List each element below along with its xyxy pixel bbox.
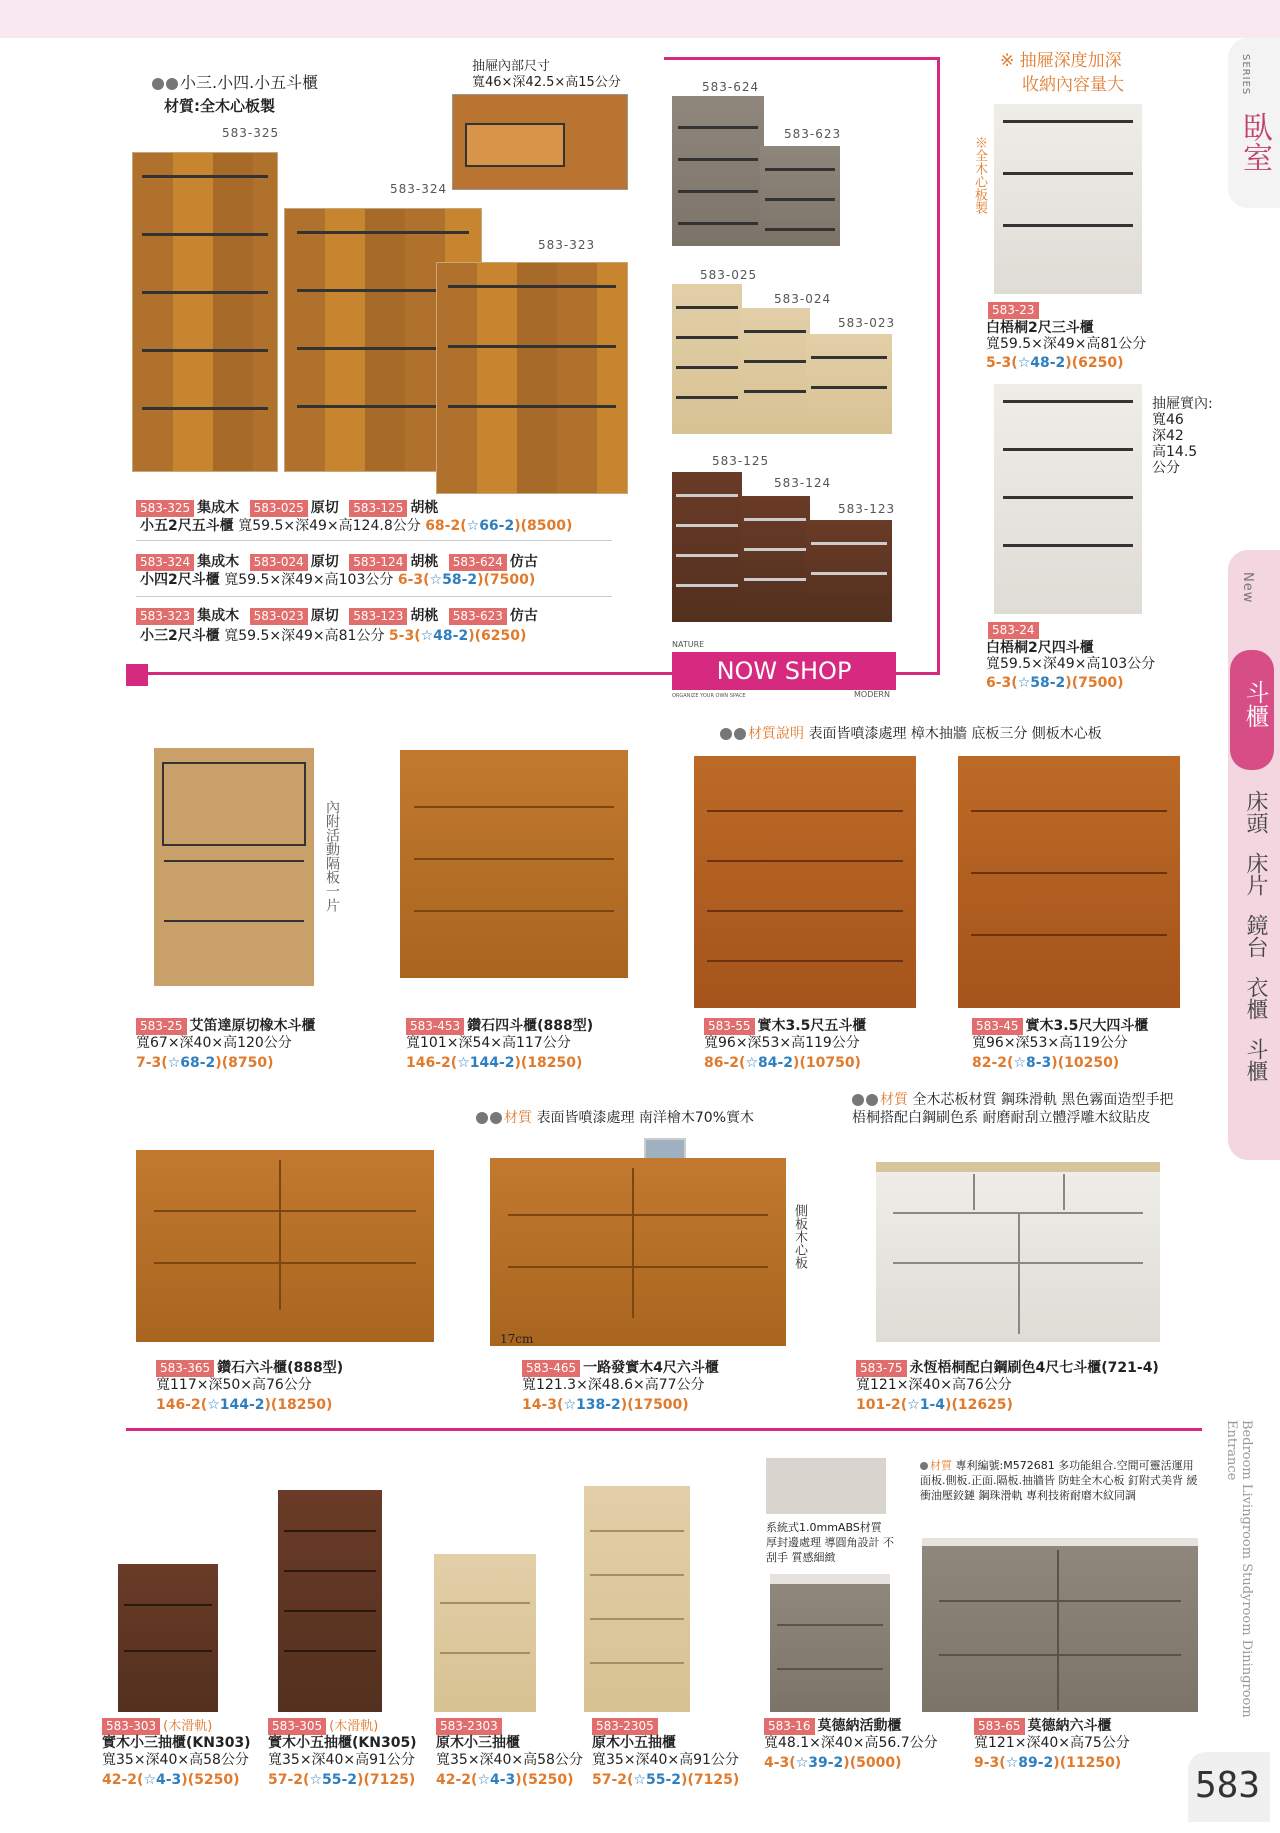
label-583-624: 583-624 — [702, 80, 760, 94]
sec1-row-1-detail: 小五2尺五斗櫃 寬59.5×深49×高124.8公分 68-2(☆66-2)(8500) — [140, 518, 573, 534]
chest-583-325-image — [132, 152, 278, 472]
nav-wardrobe[interactable]: 衣櫃 — [1243, 976, 1268, 1020]
inner-size-title: 抽屜內部尺寸 — [472, 59, 551, 74]
abs-edge-detail-image — [766, 1458, 886, 1514]
sec1-row-2: 583-324 集成木 583-024 原切 583-124 胡桃 583-624 仿古 — [136, 554, 538, 571]
p583-23-code: 583-23 — [988, 302, 1042, 319]
label-583-125: 583-125 — [712, 454, 770, 468]
p583-65-info: 583-65 莫德納六斗櫃 寬121×深40×高75公分 9-3(☆89-2)(11250) — [974, 1718, 1130, 1771]
chest-583-465-image — [490, 1158, 786, 1346]
banner-top-label: NATURE — [672, 640, 705, 649]
label-583-023: 583-023 — [838, 316, 896, 330]
p583-303-info: 583-303 (木滑軌) 實木小三抽櫃(KN303) 寬35×深40×高58公分 42-2(☆4-3)(5250) — [102, 1719, 251, 1788]
frame-top — [664, 57, 940, 60]
chest-583-023-image — [806, 334, 892, 434]
full-wood-note: ※全木心板製 — [972, 136, 987, 214]
p583-16-info: 583-16 莫德納活動櫃 寬48.1×深40×高56.7公分 4-3(☆39-2)(5000) — [764, 1718, 938, 1771]
sec3-material-2: 材質 全木芯板材質 鋼珠滑軌 黑色霧面造型手把 — [852, 1092, 1173, 1109]
label-583-623: 583-623 — [784, 127, 842, 141]
now-shop-banner[interactable]: NOW SHOP — [672, 652, 896, 690]
frame-marker — [126, 664, 148, 686]
p583-24-price: 6-3(☆58-2)(7500) — [986, 675, 1124, 691]
label-583-323: 583-323 — [538, 238, 596, 252]
label-583-325: 583-325 — [222, 126, 280, 140]
chest-583-624-image — [672, 96, 764, 246]
chest-583-45-image — [958, 756, 1180, 1008]
sec1-title: 小三.小四.小五斗櫃 — [152, 70, 318, 93]
new-label: New — [1240, 572, 1255, 604]
label-583-025: 583-025 — [700, 268, 758, 282]
chest-583-124-image — [740, 496, 810, 622]
p583-465-info: 583-465 一路發實木4尺六斗櫃 寬121.3×深48.6×高77公分 14-3(☆138-2)(17500) — [522, 1360, 719, 1413]
chest-583-2303-image — [434, 1554, 536, 1712]
top-bar — [0, 0, 1280, 38]
frame-right — [937, 57, 940, 674]
chest-583-024-image — [740, 308, 810, 434]
abs-edge-note: 系統式1.0mmABS材質 厚封邊處理 導圓角設計 不刮手 質感細緻 — [766, 1521, 894, 1564]
inner-width: 寬46 — [1152, 412, 1184, 428]
chest-583-23-image — [994, 104, 1142, 294]
room-list: Bedroom Livingroom Studyroom Diningroom Entrance — [1224, 1420, 1254, 1718]
drawer-detail-image — [452, 94, 628, 190]
deep-drawer-note: ※ 抽屜深度加深 — [1000, 51, 1122, 71]
chest-583-65-image — [922, 1538, 1198, 1712]
chest-583-16-image — [770, 1574, 890, 1712]
sec2-material: 材質說明 表面皆噴漆處理 樟木抽牆 底板三分 側板木心板 — [720, 726, 1102, 743]
p583-45-info: 583-45 實木3.5尺大四斗櫃 寬96×深53×高119公分 82-2(☆8-3)(10250) — [972, 1018, 1149, 1071]
inner-depth: 深42 — [1152, 428, 1184, 444]
p583-24-name: 白梧桐2尺四斗櫃 — [986, 640, 1094, 656]
active-tab-label: 斗櫃 — [1241, 680, 1269, 728]
p583-2305-info: 583-2305 原木小五抽櫃 寬35×深40×高91公分 57-2(☆55-2)(7125) — [592, 1719, 740, 1788]
chest-583-365-image — [136, 1150, 434, 1342]
nav-chest[interactable]: 斗櫃 — [1243, 1038, 1268, 1082]
page-number: 583 — [1195, 1765, 1261, 1806]
p583-24-size: 寬59.5×深49×高103公分 — [986, 656, 1156, 672]
p583-2303-info: 583-2303 原木小三抽櫃 寬35×深40×高58公分 42-2(☆4-3)(5250) — [436, 1719, 583, 1788]
chest-583-55-image — [694, 756, 916, 1008]
chest-583-303-image — [118, 1564, 218, 1712]
category-label: 臥室 — [1237, 112, 1272, 172]
height-note: 17cm — [500, 1332, 534, 1346]
inner-real-label: 抽屜實內: — [1152, 396, 1213, 412]
sec1-row-3-detail: 小三2尺斗櫃 寬59.5×深49×高81公分 5-3(☆48-2)(6250) — [140, 628, 527, 644]
inner-unit: 公分 — [1152, 460, 1180, 476]
section-divider — [126, 1428, 1202, 1431]
capacity-note: 收納內容量大 — [1022, 75, 1124, 95]
banner-sub: ORGANIZE YOUR OWN SPACE — [672, 693, 746, 699]
label-583-024: 583-024 — [774, 292, 832, 306]
p583-75-info: 583-75 永恆梧桐配白鋼刷色4尺七斗櫃(721-4) 寬121×深40×高76公分 101-2(☆1-4)(12625) — [856, 1360, 1159, 1413]
shelf-note: 內附活動隔板一片 — [324, 800, 340, 912]
chest-583-25-image — [154, 748, 314, 986]
p583-23-price: 5-3(☆48-2)(6250) — [986, 355, 1124, 371]
sec3-material-1: 材質 表面皆噴漆處理 南洋檜木70%實木 — [476, 1110, 754, 1127]
p583-23-name: 白梧桐2尺三斗櫃 — [986, 320, 1094, 336]
sec1-material: 材質:全木心板製 — [164, 97, 275, 115]
sec1-row-1: 583-325 集成木 583-025 原切 583-125 胡桃 — [136, 500, 438, 517]
p583-55-info: 583-55 實木3.5尺五斗櫃 寬96×深53×高119公分 86-2(☆84-2)(10750) — [704, 1018, 867, 1071]
chest-583-125-image — [672, 472, 742, 622]
p583-453-info: 583-453 鑽石四斗櫃(888型) 寬101×深54×高117公分 146-2(☆144-2)(18250) — [406, 1018, 594, 1071]
sec4-material: 材質 專利編號:M572681 多功能組合.空間可靈活運用 面板.側板.正面.隔板.抽牆皆 防蛀全木心板 釘附式美背 緩衝油壓鉸鏈 鋼珠滑軌 專利技術耐磨木紋同調 — [920, 1459, 1198, 1502]
divider — [136, 540, 612, 541]
chest-583-75-image — [876, 1162, 1160, 1342]
chest-583-123-image — [806, 520, 892, 622]
sec3-material-2b: 梧桐搭配白鋼刷色系 耐磨耐刮立體浮雕木紋貼皮 — [852, 1110, 1151, 1126]
banner-right-label: MODERN — [854, 690, 890, 699]
chest-583-305-image — [278, 1490, 382, 1712]
p583-365-info: 583-365 鑽石六斗櫃(888型) 寬117×深50×高76公分 146-2(☆144-2)(18250) — [156, 1360, 344, 1413]
inner-size: 寬46×深42.5×高15公分 — [472, 75, 621, 90]
p583-23-size: 寬59.5×深49×高81公分 — [986, 336, 1147, 352]
sec1-row-3: 583-323 集成木 583-023 原切 583-123 胡桃 583-623 仿古 — [136, 608, 538, 625]
chest-583-323-image — [436, 262, 628, 494]
inner-height: 高14.5 — [1152, 444, 1198, 460]
chest-583-2305-image — [584, 1486, 690, 1712]
chest-583-025-image — [672, 284, 742, 434]
chest-583-24-image — [994, 384, 1142, 614]
p583-25-info: 583-25 艾笛達原切橡木斗櫃 寬67×深40×高120公分 7-3(☆68-2)(8750) — [136, 1018, 316, 1071]
nav-bed-panel[interactable]: 床片 — [1243, 852, 1268, 896]
label-583-324: 583-324 — [390, 182, 448, 196]
sec1-row-2-detail: 小四2尺斗櫃 寬59.5×深49×高103公分 6-3(☆58-2)(7500) — [140, 572, 536, 588]
nav-bed-head[interactable]: 床頭 — [1243, 790, 1268, 834]
chest-583-623-image — [760, 146, 840, 246]
p583-305-info: 583-305 (木滑軌) 實木小五抽櫃(KN305) 寬35×深40×高91公分 57-2(☆55-2)(7125) — [268, 1719, 417, 1788]
p583-24-code: 583-24 — [988, 622, 1042, 639]
label-583-124: 583-124 — [774, 476, 832, 490]
nav-dresser[interactable]: 鏡台 — [1243, 914, 1268, 958]
label-583-123: 583-123 — [838, 502, 896, 516]
series-label: SERIES — [1240, 54, 1251, 96]
side-panel-note: 側板木心板 — [792, 1204, 807, 1269]
chest-583-453-image — [400, 750, 628, 978]
divider — [136, 596, 612, 597]
